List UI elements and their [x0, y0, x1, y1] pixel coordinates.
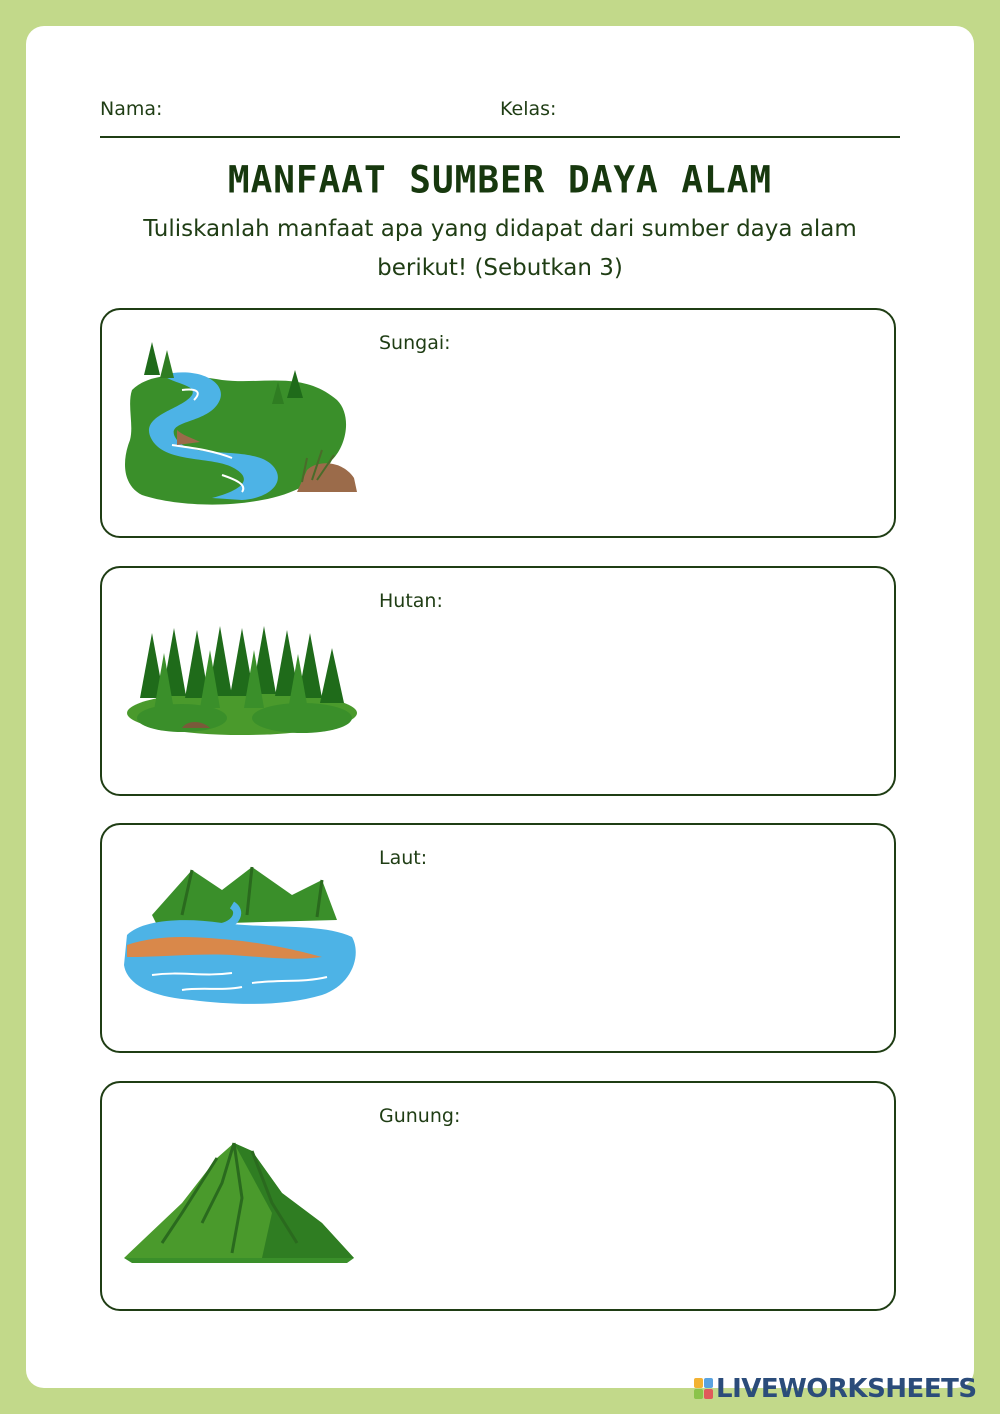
- student-info-row: [100, 98, 900, 124]
- forest-illustration: [122, 588, 362, 778]
- name-label: Nama:: [100, 98, 163, 120]
- answer-card-gunung[interactable]: [100, 1081, 896, 1311]
- answer-card-laut[interactable]: [100, 823, 896, 1053]
- card-label-laut: Laut:: [379, 847, 428, 869]
- mountain-illustration: [122, 1103, 362, 1293]
- instruction-text: Tuliskanlah manfaat apa yang didapat dari sumber daya alam berikut! (Sebutkan 3): [143, 216, 857, 281]
- liveworksheets-logo: [694, 1374, 994, 1404]
- card-label-sungai: Sungai:: [379, 332, 451, 354]
- card-label-gunung: Gunung:: [379, 1105, 461, 1127]
- sea-illustration: [122, 845, 362, 1035]
- card-label-hutan: Hutan:: [379, 590, 443, 612]
- river-illustration: [122, 330, 362, 520]
- answer-card-hutan[interactable]: [100, 566, 896, 796]
- logo-wordmark: LIVEWORKSHEETS: [716, 1374, 977, 1404]
- answer-card-sungai[interactable]: [100, 308, 896, 538]
- class-label: Kelas:: [500, 98, 557, 120]
- header-divider: [100, 136, 900, 138]
- logo-blocks-icon: [694, 1378, 714, 1400]
- page-title: MANFAAT SUMBER DAYA ALAM: [227, 158, 773, 203]
